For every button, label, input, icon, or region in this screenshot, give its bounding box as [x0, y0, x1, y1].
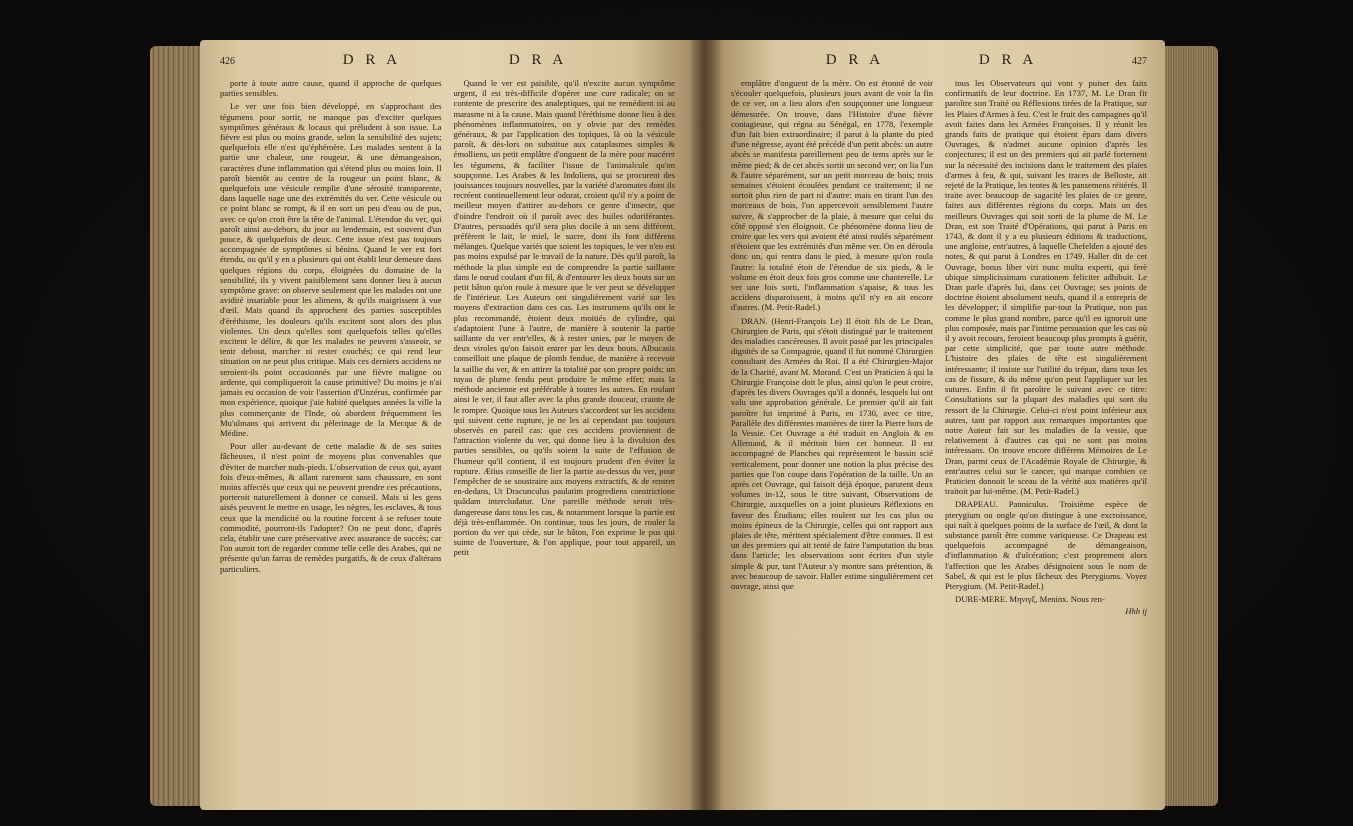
right-columns [731, 78, 1147, 803]
paragraph: Le ver une fois bien développé, en s'approchant des tégumens pour sortir, ne manque pas d'exciter quelques symptômes généraux & locaux qui préludent à son issue. La fièvre est plus ou moins grande, selon la sensibilité des sujets; quelquefois elle n'est qu'éphémère. Les malades sentent à la partie une chaleur, une rougeur, & une démangeaison, caractères d'une inflammation qui s'étend plus ou moins loin. Il paroît bientôt au centre de la rougeur un point blanc, & quelquefois une vésicule remplie d'une sérosité transparente, dans laquelle nage une des extrémités du ver. Cette vésicule ou ce point blanc se rompt, & il en sort un peu d'eau ou de pus, avec ce qu'on croit être la tête de l'animal. L'étendue du ver, qui paroît ainsi au-dehors, du jour au lendemain, est souvent d'un pouce, & quelquefois de deux. Cette issue n'est pas toujours accompagnée de symptômes si bénins. Quand le ver est fort étendu, ou qu'il y en a plusieurs qui ont établi leur demeure dans quelques régions du corps, éloignées du domaine de la sensibilité, ils y vivent paisiblement sans donner lieu à aucun symptôme grave: on observe seulement que les malades ont une avidité insatiable pour les alimens, & qu'ils maigrissent à vue d'œil. Mais quand ils approchent des parties susceptibles d'éréthisme, les douleurs qu'ils excitent sont alors des plus violentes. Un deux qu'elles sont quelquefois telles qu'elles excitent le délire, & que les malades ne peuvent s'asseoir, se tenir debout, marcher ni rester couchés; ce qui rend leur situation on ne peut plus critique. Mais ces derniers accidens ne seroient-ils point occasionnés par une fièvre maligne ou ardente, qui compliqueroit la cause primitive? Du moins je n'ai jamais eu occasion de voir l'assertion d'Unzérus, confirmée par mon expérience, quoique j'aie habité quelques années la ville la plus commerçante de l'Inde, où abordent fréquemment les Mu'ulmans qui arrivent du pèlerinage de la Mecque & de Médine. [220, 101, 442, 438]
paragraph: Pour aller au-devant de cette maladie & de ses suites fâcheuses, il n'est point de moyens plus convenables que d'éviter de marcher nuds-pieds. L'observation de ceux qui, ayant fois d'eux-mêmes, & allant rarement sans chaussure, en sont moins affectés que ceux qui ne peuvent prendre ces précautions, porteroit naturellement à donner ce conseil. Mais si les gens aisés peuvent le mettre en usage, les nègres, les esclaves, & tous ceux que la mendicité ou la routine forcent à se refuser toute commodité, pourront-ils l'adopter? On ne peut donc, d'après cela, établir une cure préservative avec assurance de succès; car l'on auroit tort de regarder comme telle celle des Arabes, qui ne présente qu'un farras de remèdes purgatifs, & de ceux d'altérans particuliers. [220, 441, 442, 574]
left-page-number: 426 [220, 56, 235, 67]
paragraph: tous les Observateurs qui vont y puiser des faits confirmatifs de leur doctrine. En 1737, M. Le Dran fit paroître son Traité ou Réflexions tirées de la Pratique, sur les Plaies d'Armes à feu. C'est le fruit des campagnes qu'il avoit faites dans les Armées Françoises. Il y réunit les grands faits de pratique qui étoient épars dans divers Ouvrages, & n'admet aucune opinion d'après les conjectures; il est un des premiers qui ait parlé fortement sur la nécessité des incisions dans le traitement des plaies d'armes à feu, & qui, suivant les traces de Belloste, ait rejeté de la Pratique, les tentes & les pansemens réitérés. Il traite avec beaucoup de sagacité les plaies de ce genre, faites aux différentes régions du corps. Mais un des meilleurs Ouvrages qui soit sorti de la plume de M. Le Dran, est son Traité d'Opérations, qui parut à Paris en 1743, & dont il y a eu plusieurs éditions & traductions, une angloise, entr'autres, à laquelle Chefelden a ajouté des notes, & qui parut à Londres en 1749. Haller dit de cet Ouvrage, bonus liber viri nunc multa experti, qui ferè ubique simplicissimam curationem feliciter adhibuit. Le Dran parle d'après lui, dans cet Ouvrage; ses points de doctrine étoient absolument neufs, quand il a entrepris de les développer; il simplifie par-tout la Pratique, non pas comme le plus grand nombre, parce qu'il en ignoroit une plus composée, mais par l'intime persuasion que les cas où il y avoit recours, feroient beaucoup plus prompts à guérir, par cette simplicité, que par toute autre méthode. L'histoire des plaies de tête est singulièrement intéressante; il insiste sur l'utilité du trépan, dans tous les cas de fissure, & du même qu'on peut l'appliquer sur les sutures. Enfin il fit paroître le suivant avec ce titre: Consultations sur la plupart des maladies qui sont du ressort de la Chirurgie. Celui-ci n'est point inférieur aux autres, tant par rapport aux remarques importantes que notre Auteur fait sur les maladies de la vessie, que relativement à d'autres cas qui ne sont pas moins intéressans. On trouve encore différens Mémoires de Le Dran, parmi ceux de l'Académie Royale de Chirurgie, & entr'autres celui sur le cancer, qui marque combien ce Praticien donnoit le sceau de la vérité aux matières qu'il traitoit par lui-même. (M. Petit-Radel.) [945, 78, 1147, 497]
right-page-header [731, 52, 1147, 72]
right-column-2 [945, 78, 1147, 803]
left-page-edges [150, 46, 202, 806]
right-column-1 [731, 78, 933, 803]
right-running-head: D R A [825, 52, 885, 68]
paragraph: porte à toute autre cause, quand il approche de quelques parties sensibles. [220, 78, 442, 99]
right-page [705, 40, 1165, 810]
left-column-2 [454, 78, 676, 803]
paragraph: DURE-MERE. Μηνιγξ, Meninx. Nous ren- [955, 594, 1105, 605]
right-page-edges [1163, 46, 1218, 806]
left-page-header [220, 52, 675, 72]
left-page [200, 40, 705, 810]
left-columns [220, 78, 675, 803]
left-running-head: D R A [342, 52, 402, 68]
paragraph: emplâtre d'onguent de la mère. On est étonné de voir s'écouler quelquefois, plusieurs jours avant de voir la fin de ce ver, on a lieu alors d'en soupçonner une longueur démesurée. On trouve, dans l'Histoire d'une fièvre contagieuse, qui régna au Sénégal, en 1778, l'exemple d'un fait bien extraordinaire; il parut à la plante du pied d'une négresse, ayant été précédé d'un petit abcès: un autre abcès se manifesta pareillement peu de tems après sur le même pied; & de cet abcès sortit un second ver; on lia l'un & l'autre séparément, sur un petit morceau de bois; trois semaines s'étoient écoulées pendant ce traitement; il ne sortoit plus rien de part ni d'autre: mais en tirant l'un des morceaux de bois, l'on appercevoit sensiblement l'autre suivre, & s'approcher de la plaie, à mesure que celui du côté opposé s'en éloignoit. Ce phénomène donna lieu de croire que les vers qui avoient été ainsi roulés séparément n'étoient que les extrémités d'un même ver. On en déroula donc un, qui rentra dans le pied, à mesure qu'on roula l'autre: la totalité étoit de l'étendue de six pieds, & le volume en étoit deux fois gros comme une chanterelle. Le ver une fois sorti, l'inflammation s'apaise, & tous les accidens disparoissent, à moins qu'il n'y en ait encore d'autres. (M. Petit-Radel.) [731, 78, 933, 313]
paragraph: Quand le ver est paisible, qu'il n'excite aucun symptôme urgent, il est très-difficile d'opérer une cure radicale; on se contente de prescrire des analeptiques, qui ne remédient ni au marasme ni à la cause. Mais quand l'éréthisme donne lieu à des phénomènes inflammatoires, on y obvie par des remèdes généraux, & par l'application des topiques, là où la vésicule paroît, & dès-lors on substitue aux cataplasmes simples & émolliens, un petit emplâtre d'onguent de la mère pour macérer les tégumens, & faciliter l'issue de l'animalcule qu'on soupçonne. Les Arabes & les Indoliens, qui se procurent des jouissances toujours nouvelles, par la variété d'aromates dont ils recréent continuellement leur odorat, croient qu'il n'y a point de meilleur moyen d'attirer au-dehors ce genre d'insecte, que d'oindre l'endroit où il paroît avec des huiles odoriférantes. D'autres, persuadés qu'il sera plus docile à un sens différent, préfèrent le lait, le miel, le sucre, dont ils font différens mélanges. Quelque variés que soient les topiques, le ver n'en est pas moins expulsé par le travail de la nature. Dès qu'il paroît, la méthode la plus simple est de comprendre la partie saillante dans le nœud coulant d'un fil, & d'entourer les deux bouts sur un petit bâton qu'on roule à mesure que le ver peut se développer de l'intérieur. Les Auteurs ont singulièrement varié sur les moyens d'extraction dans ces cas. Les instrumens qu'ils ont le plus recommandé, étoient deux moitiés de cylindre, qui s'adaptoient l'une à l'autre, de manière à soutenir la partie saillante du ver entr'elles, & à rester unies, par le moyen de deux viroles qu'on faisoit entrer par les deux bouts. Albucasis conseilloit une plaque de plomb fendue, de manière à recevoir la saillie du ver, & en attirer la totalité par son propre poids; un tuyau de plume fendu peut produire le même effet; mais la méthode ancienne est préférable à toutes les autres. En roulant ainsi le ver, il faut aller avec la plus grande douceur, crainte de le rompre. Quoique tous les Auteurs s'accordent sur les accidens qui suivent cette rupture, je ne les ai cependant pas toujours observés en pareil cas: que ces accidens proviennent de l'attraction violente du ver, qui donne lieu à la divulsion des parties sensibles, ou qu'ils soient la suite de l'effusion de l'humeur qu'il contient, il est toujours prudent d'en éviter la rupture. Ætius conseille de lier la partie au-dessus du ver, pour l'empêcher de se soustraire aux moyens extractifs, & de rentrer en-dedans, Ut Dracunculus paulatim progrediens constrictione quâdam intercludatur. Une pareille méthode seroit très-dangereuse dans tous les cas, & notamment lorsque la partie est déjà très-enflammée. On continue, tous les jours, de rouler la portion du ver qui cède, sur le bâton, l'on exprime le pus qui suinte de l'ouverture, & l'on applique, pour tout appareil, un petit [453, 78, 675, 558]
paragraph: DRAN. (Henri-François Le) Il étoit fils de Le Dran, Chirurgien de Paris, qui s'étoit distingué par le traitement des maladies cancéreuses. Il avoit passé par les principales dignités de sa Compagnie, quand il fut nommé Chirurgien consultant des Armées du Roi. Il a été Chirurgien-Major de la Charité, avant M. Morand. C'est un Praticien à qui la Chirurgie Françoise doit le plus, ainsi qu'on le peut croire, d'après les divers Ouvrages qu'il a donnés, lesquels lui ont valu une approbation générale. Le premier qu'il ait fait paroître fut imprimé à Paris, en 1730, avec ce titre, Parallèle des différentes manières de tirer la Pierre hors de la Vessie. Cet Ouvrage a été traduit en Anglois & en Allemand, & il méritoit bien cet honneur. Il est accompagné de Planches qui représentent le bassin scié verticalement, pour donner une notion la plus précise des parties que l'on coupe dans l'opération de la taille. Un an après cet Ouvrage, qui faisoit déjà époque, parurent deux volumes in-12, sous le titre suivant, Observations de Chirurgie, auxquelles on a joint plusieurs Réflexions en faveur des Étudians; elles roulent sur les cas plus ou moins épineux de la Chirurgie, celles qui ont rapport aux plaies de tête, méritent spécialement d'être connues. Il est un des premiers qui ait tenté de faire l'amputation du bras dans l'article; les observations sont écrites d'un style simple & pur, tant l'Auteur s'y montre sans prétention, & avec beaucoup de savoir. Haller estime singulièrement cet ouvrage, ainsi que [731, 315, 933, 591]
right-page-number: 427 [1131, 56, 1147, 67]
left-running-head-2: D R A [508, 52, 568, 68]
right-running-head-2: D R A [978, 52, 1038, 68]
paragraph: DRAPEAU. Panniculus. Troisième espèce de pterygium ou ongle qu'on distingue à une excroissance, qui naît à quelques points de la surface de l'œil, & dont la substance paroît être comme variqueuse. Ce Drapeau est quelquefois accompagné de démangeaison, d'inflammation & d'ulcération; c'est proprement alors l'affection que les Arabes désignoient sous le nom de Sabel, & qui est le plus fâcheux des Pterygiums. Voyez Pterygium. (M. Petit-Radel.) [945, 499, 1147, 591]
left-column-1 [220, 78, 442, 803]
signature-mark: Hhh ij [1125, 606, 1147, 617]
